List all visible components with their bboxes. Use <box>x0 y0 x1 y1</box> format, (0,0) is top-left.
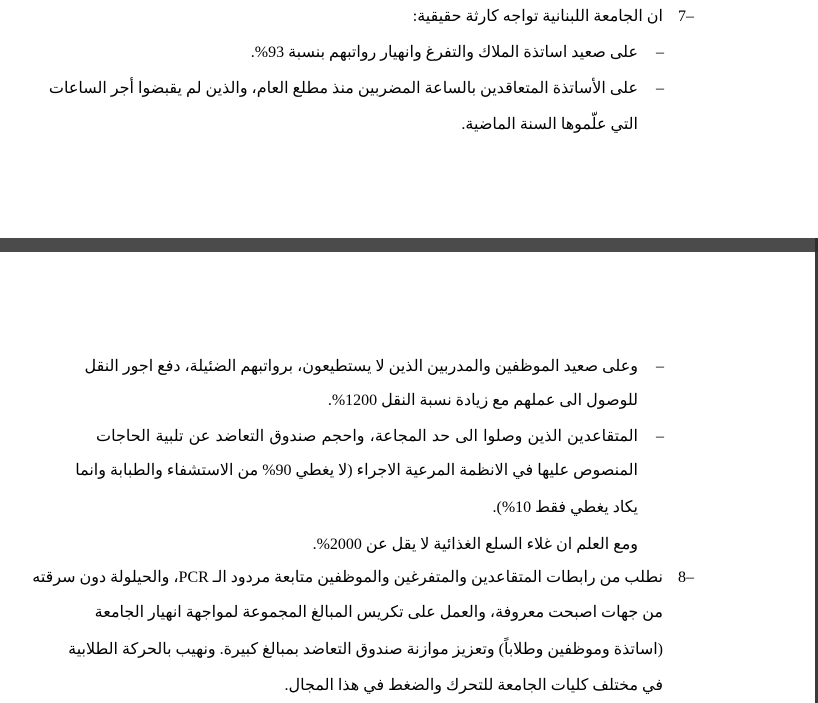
page-2-bullet-1-line-2: للوصول الى عملهم مع زيادة نسبة النقل 1200%. <box>327 392 638 409</box>
bullet-dash: – <box>656 358 664 375</box>
bullet-dash: – <box>656 428 664 445</box>
section-8-line-3: (اساتذة وموظفين وطلاباً) وتعزيز موازنة صندوق التعاضد بمبالغ كبيرة. ونهيب بالحركة الطلابية <box>68 641 663 658</box>
document-page-2 <box>0 252 818 703</box>
bullet-dash: – <box>656 80 664 97</box>
page-2-bullet-2-line-1: المتقاعدين الذين وصلوا الى حد المجاعة، واحجم صندوق التعاضد عن تلبية الحاجات <box>96 428 639 445</box>
document-page-1 <box>0 0 818 238</box>
section-7-heading: ان الجامعة اللبنانية تواجه كارثة حقيقية: <box>412 8 663 25</box>
page-break <box>0 238 818 252</box>
section-8-number: 8– <box>678 569 694 586</box>
page-2-bullet-2-line-3: يكاد يغطي فقط 10%). <box>492 499 638 516</box>
bullet-dash: – <box>656 44 664 61</box>
section-7-bullet-1-line-1: على صعيد اساتذة الملاك والتفرغ وانهيار رواتبهم بنسبة 93%. <box>250 44 638 61</box>
page-2-bullet-2-line-2: المنصوص عليها في الانظمة المرعية الاجراء (لا يغطي 90% من الاستشفاء والطبابة وانما <box>75 462 638 479</box>
page-2-extra-line: ومع العلم ان غلاء السلع الغذائية لا يقل عن 2000%. <box>312 536 638 553</box>
section-8-line-1: نطلب من رابطات المتقاعدين والمتفرغين والموظفين متابعة مردود الـ PCR، والحيلولة دون سرقته <box>32 569 663 586</box>
section-7-number: 7– <box>678 8 694 25</box>
section-7-bullet-2-line-1: على الأساتذة المتعاقدين بالساعة المضربين منذ مطلع العام، والذين لم يقبضوا أجر الساعات <box>48 80 638 97</box>
section-7-bullet-2-line-2: التي علّموها السنة الماضية. <box>461 116 638 133</box>
page-2-bullet-1-line-1: وعلى صعيد الموظفين والمدربين الذين لا يستطيعون، برواتبهم الضئيلة، دفع اجور النقل <box>84 358 638 375</box>
section-8-line-2: من جهات اصبحت معروفة، والعمل على تكريس المبالغ المجموعة لمواجهة انهيار الجامعة <box>94 604 663 621</box>
section-8-line-4: في مختلف كليات الجامعة للتحرك والضغط في هذا المجال. <box>284 677 663 694</box>
